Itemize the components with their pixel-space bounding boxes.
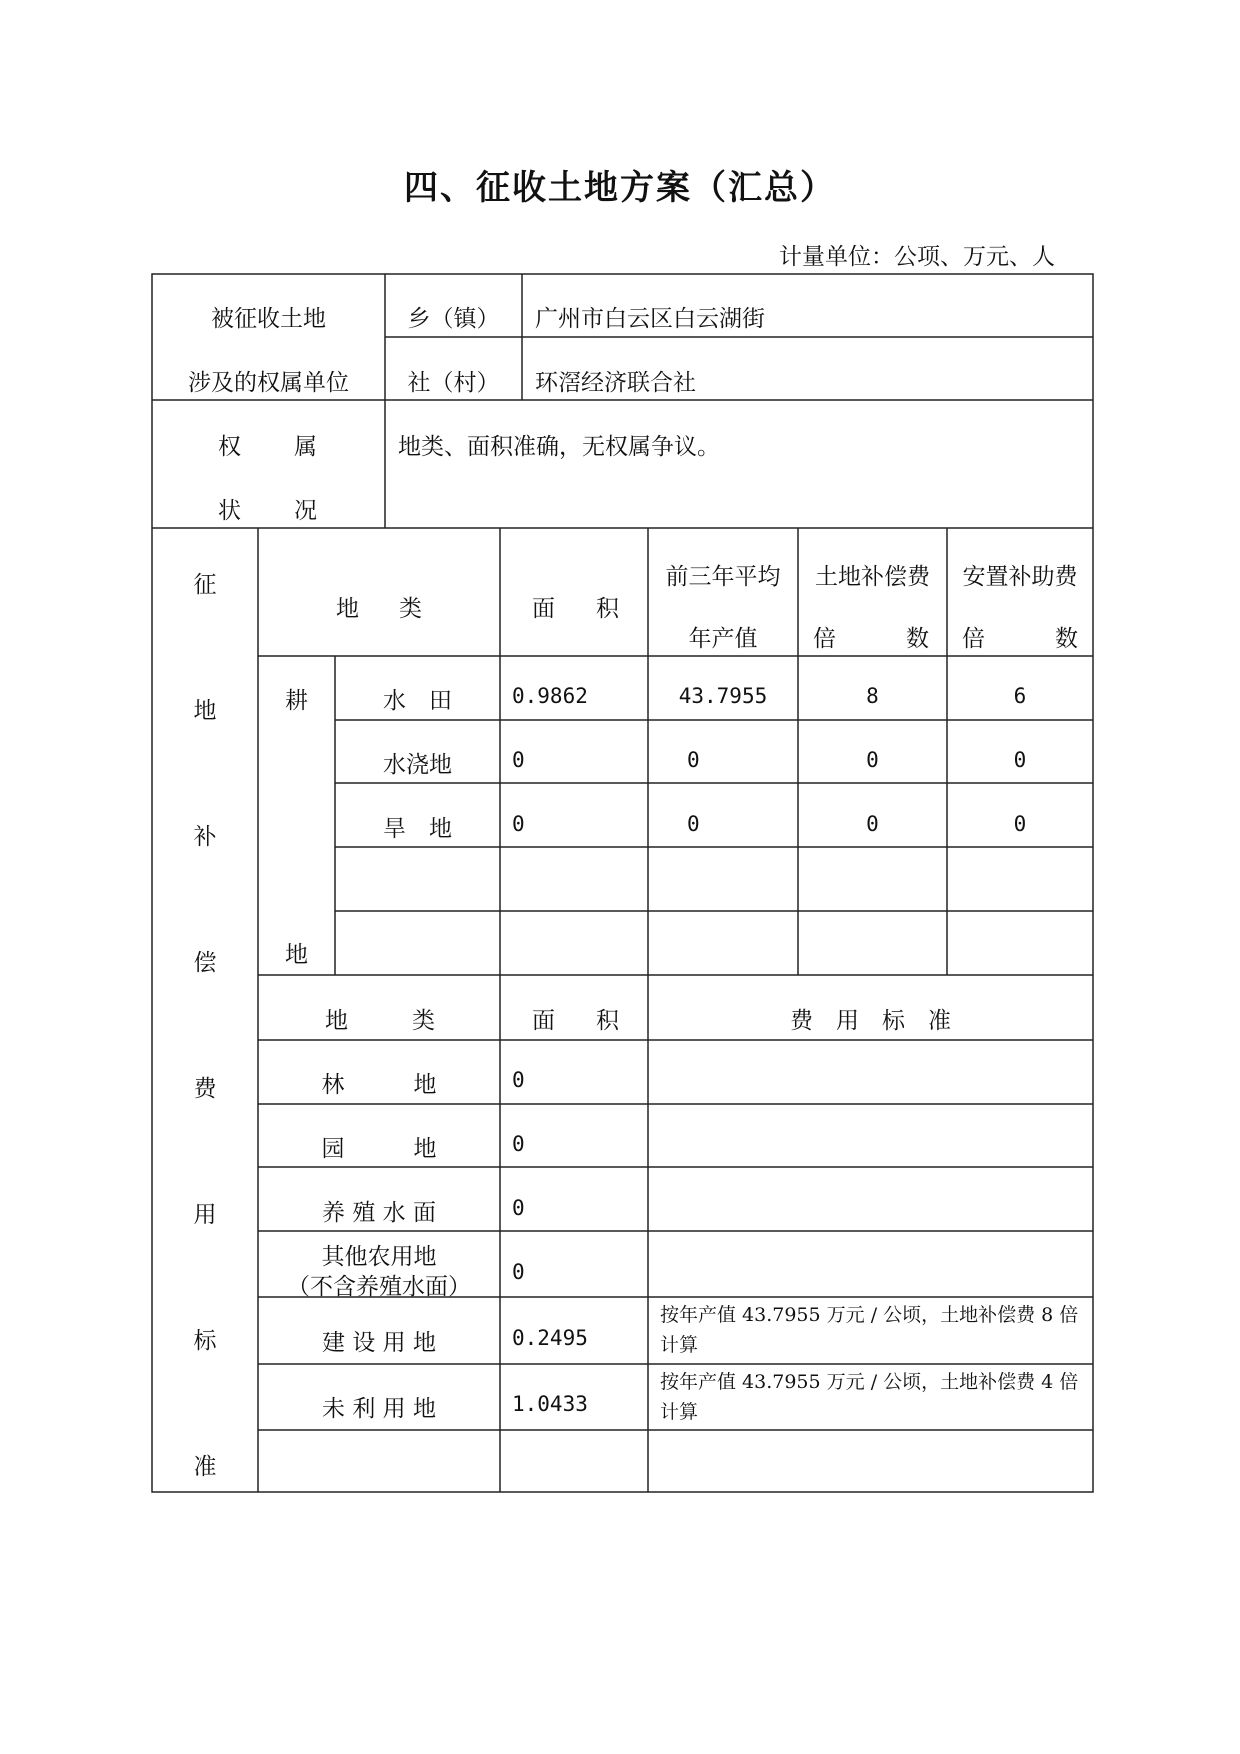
header-area-a: 面 — [532, 596, 555, 622]
other-row-type: 林 地 — [321, 1072, 437, 1098]
side-label-char: 用 — [193, 1202, 217, 1228]
other-header-type-b: 类 — [412, 1008, 435, 1034]
cultivated-row-avg-output: 43.7955 — [678, 684, 768, 708]
header-avg-output-line2: 年产值 — [688, 626, 758, 652]
other-header-type-a: 地 — [325, 1008, 348, 1034]
other-row-type: 未 利 用 地 — [322, 1396, 436, 1422]
header-resettle-line1: 安置补助费 — [962, 564, 1078, 590]
side-label-char: 地 — [193, 698, 217, 724]
side-label-char: 费 — [193, 1076, 217, 1102]
header-land-type-a: 地 — [336, 596, 359, 622]
header-land-type-b: 类 — [399, 596, 422, 622]
other-row-area: 0 — [512, 1132, 525, 1156]
side-label-char: 准 — [193, 1454, 217, 1480]
village-value: 环滘经济联合社 — [535, 370, 696, 396]
other-row-type-line1: 其他农用地 — [321, 1244, 437, 1270]
cultivated-row-area: 0.9862 — [512, 684, 588, 708]
other-row-type: 园 地 — [321, 1136, 437, 1162]
other-row-standard: 按年产值 43.7955 万元 / 公顷，土地补偿费 8 倍计算 — [660, 1304, 1079, 1356]
unit-note: 计量单位：公项、万元、人 — [779, 244, 1055, 270]
cultivated-row-resettle: 0 — [1013, 812, 1027, 836]
status-label-b: 属 — [294, 434, 317, 460]
other-row-area: 0 — [512, 1068, 525, 1092]
other-header-area-a: 面 — [532, 1008, 555, 1034]
other-header-standard: 费 用 标 准 — [790, 1008, 951, 1034]
side-label-char: 标 — [193, 1328, 217, 1354]
other-row-type: 建 设 用 地 — [322, 1330, 436, 1356]
cultivated-row-type: 旱 地 — [383, 816, 452, 842]
township-label: 乡（镇） — [407, 306, 500, 332]
cultivated-group-top: 耕 — [285, 688, 308, 714]
header-area-b: 积 — [596, 596, 619, 622]
cultivated-row-comp: 0 — [866, 812, 879, 836]
cultivated-row-resettle: 6 — [1013, 684, 1027, 708]
other-row-type: 养 殖 水 面 — [322, 1200, 436, 1226]
other-row-area: 0 — [512, 1260, 525, 1284]
side-label-char: 偿 — [193, 950, 217, 976]
status-value: 地类、面积准确，无权属争议。 — [398, 434, 720, 460]
cultivated-row-type: 水 田 — [383, 688, 452, 714]
header-comp-line1: 土地补偿费 — [815, 564, 930, 590]
status-label-d: 况 — [294, 498, 317, 524]
cultivated-group-bottom: 地 — [285, 942, 308, 968]
header-comp-mult-a: 倍 — [813, 626, 836, 652]
cultivated-row-avg-output: 0 — [687, 812, 700, 836]
village-label: 社（村） — [407, 370, 500, 396]
side-label-char: 补 — [193, 824, 217, 850]
other-row-type-line2: （不含养殖水面） — [287, 1274, 471, 1300]
other-row-area: 1.0433 — [512, 1392, 588, 1416]
status-label-c: 状 — [218, 498, 241, 524]
other-row-standard: 按年产值 43.7955 万元 / 公顷，土地补偿费 4 倍计算 — [660, 1371, 1079, 1423]
township-value: 广州市白云区白云湖街 — [535, 306, 765, 332]
cultivated-row-comp: 0 — [866, 748, 879, 772]
cultivated-row-comp: 8 — [866, 684, 879, 708]
header-resettle-mult-b: 数 — [1055, 626, 1078, 652]
header-comp-mult-b: 数 — [906, 626, 929, 652]
status-label-a: 权 — [218, 434, 241, 460]
cultivated-row-area: 0 — [512, 812, 525, 836]
page-title: 四、征收土地方案（汇总） — [404, 168, 836, 208]
side-label-char: 征 — [193, 572, 217, 598]
cultivated-row-type: 水浇地 — [383, 752, 452, 778]
ownership-label-line1: 被征收土地 — [211, 306, 326, 332]
other-header-area-b: 积 — [596, 1008, 619, 1034]
ownership-label-line2: 涉及的权属单位 — [188, 370, 349, 396]
other-row-area: 0.2495 — [512, 1326, 588, 1350]
cultivated-row-avg-output: 0 — [687, 748, 700, 772]
other-row-area: 0 — [512, 1196, 525, 1220]
cultivated-row-resettle: 0 — [1013, 748, 1027, 772]
cultivated-row-area: 0 — [512, 748, 525, 772]
header-resettle-mult-a: 倍 — [962, 626, 985, 652]
header-avg-output-line1: 前三年平均 — [665, 564, 781, 590]
